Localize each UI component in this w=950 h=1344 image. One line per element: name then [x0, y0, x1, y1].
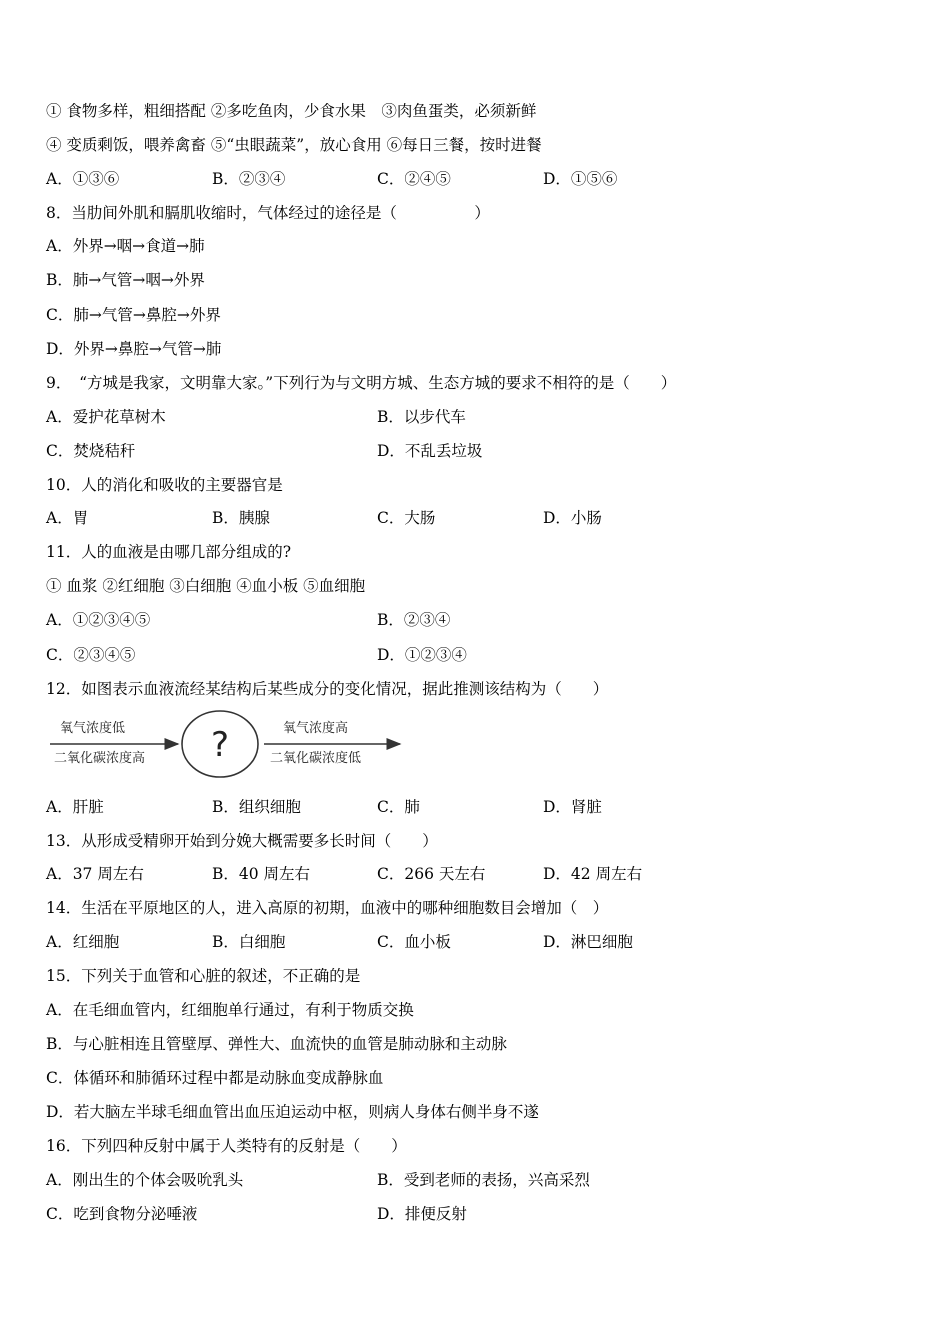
q14-option-d: D．淋巴细胞: [543, 933, 633, 951]
q10-option-b: B．胰腺: [212, 509, 270, 527]
q10-stem: 10．人的消化和吸收的主要器官是: [46, 476, 283, 494]
q16-option-d: D．排便反射: [377, 1205, 467, 1223]
q9-option-c: C．焚烧秸秆: [46, 442, 136, 460]
q16-option-b: B．受到老师的表扬，兴高采烈: [377, 1171, 590, 1189]
q7-option-d: D．①⑤⑥: [543, 170, 618, 188]
q10-option-c: C．大肠: [377, 509, 436, 527]
food-item-line-2: ④ 变质剩饭，喂养禽畜 ⑤“虫眼蔬菜”，放心食用 ⑥每日三餐，按时进餐: [46, 136, 542, 154]
q12-option-c: C．肺: [377, 798, 420, 816]
q11-items: ① 血浆 ②红细胞 ③白细胞 ④血小板 ⑤血细胞: [46, 577, 366, 595]
q9-option-b: B．以步代车: [377, 408, 466, 426]
q10-option-a: A．胃: [46, 509, 89, 527]
q13-option-b: B．40 周左右: [212, 865, 311, 883]
right-bottom-label: 二氧化碳浓度低: [270, 751, 362, 766]
q7-option-c: C．②④⑤: [377, 170, 451, 188]
q13-option-c: C．266 天左右: [377, 865, 486, 883]
q9-stem: 9． “方城是我家，文明靠大家。”下列行为与文明方城、生态方城的要求不相符的是（ ）: [46, 374, 677, 392]
q13-option-d: D．42 周左右: [543, 865, 643, 883]
left-top-label: 氧气浓度低: [60, 721, 126, 736]
q7-option-a: A．①③⑥: [46, 170, 120, 188]
q10-option-d: D．小肠: [543, 509, 602, 527]
question-mark: ?: [210, 725, 230, 765]
q14-option-b: B．白细胞: [212, 933, 286, 951]
q12-option-b: B．组织细胞: [212, 798, 301, 816]
q8-option-a: A．外界→咽→食道→肺: [46, 237, 205, 255]
q9-option-a: A．爱护花草树木: [46, 408, 166, 426]
q14-stem: 14．生活在平原地区的人，进入高原的初期，血液中的哪种细胞数目会增加（ ）: [46, 899, 609, 917]
q13-stem: 13．从形成受精卵开始到分娩大概需要多长时间（ ）: [46, 832, 438, 850]
q7-option-b: B．②③④: [212, 170, 286, 188]
q8-option-b: B．肺→气管→咽→外界: [46, 271, 205, 289]
q8-stem: 8．当肋间外肌和膈肌收缩时，气体经过的途径是（ ）: [46, 204, 490, 222]
q13-option-a: A．37 周左右: [46, 865, 144, 883]
q11-option-a: A．①②③④⑤: [46, 611, 151, 629]
q16-option-a: A．刚出生的个体会吸吮乳头: [46, 1171, 244, 1189]
q16-option-c: C．吃到食物分泌唾液: [46, 1205, 198, 1223]
right-top-label: 氧气浓度高: [283, 721, 349, 736]
q11-option-b: B．②③④: [377, 611, 451, 629]
q16-stem: 16．下列四种反射中属于人类特有的反射是（ ）: [46, 1137, 407, 1155]
q14-option-c: C．血小板: [377, 933, 451, 951]
q15-stem: 15．下列关于血管和心脏的叙述，不正确的是: [46, 967, 361, 985]
q12-option-a: A．肝脏: [46, 798, 104, 816]
q15-option-b: B．与心脏相连且管壁厚、弹性大、血流快的血管是肺动脉和主动脉: [46, 1035, 507, 1053]
q15-option-a: A．在毛细血管内，红细胞单行通过，有利于物质交换: [46, 1001, 414, 1019]
q8-option-d: D．外界→鼻腔→气管→肺: [46, 340, 222, 358]
q12-option-d: D．肾脏: [543, 798, 602, 816]
q12-stem: 12．如图表示血液流经某结构后某些成分的变化情况，据此推测该结构为（ ）: [46, 680, 609, 698]
q11-stem: 11．人的血液是由哪几部分组成的?: [46, 543, 292, 561]
q9-option-d: D．不乱丢垃圾: [377, 442, 483, 460]
q15-option-c: C．体循环和肺循环过程中都是动脉血变成静脉血: [46, 1069, 384, 1087]
blood-flow-diagram: [50, 708, 410, 780]
q11-option-c: C．②③④⑤: [46, 646, 136, 664]
q15-option-d: D．若大脑左半球毛细血管出血压迫运动中枢，则病人身体右侧半身不遂: [46, 1103, 539, 1121]
q14-option-a: A．红细胞: [46, 933, 120, 951]
q11-option-d: D．①②③④: [377, 646, 467, 664]
q8-option-c: C．肺→气管→鼻腔→外界: [46, 306, 221, 324]
left-bottom-label: 二氧化碳浓度高: [54, 751, 146, 766]
food-item-line-1: ① 食物多样，粗细搭配 ②多吃鱼肉，少食水果 ③肉鱼蛋类，必须新鲜: [46, 102, 537, 120]
